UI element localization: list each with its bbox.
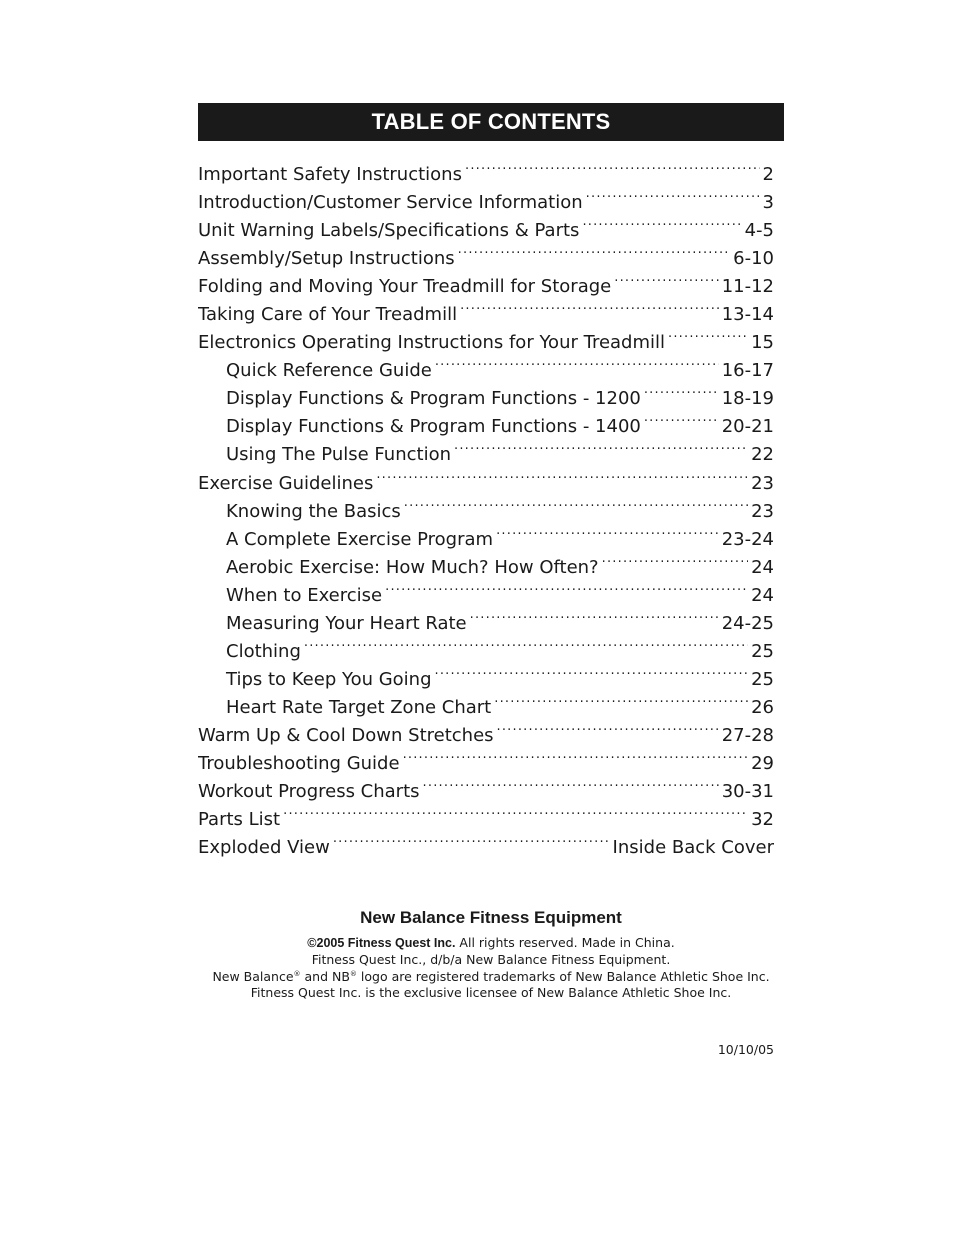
toc-entry-page: 2 xyxy=(762,164,774,185)
toc-entry xyxy=(198,805,774,833)
toc-entry xyxy=(198,216,774,244)
toc-entry-page: 23 xyxy=(751,500,774,522)
toc-leader-dots xyxy=(602,553,748,573)
toc-entry xyxy=(198,553,774,581)
toc-entry-page: 26 xyxy=(751,696,774,718)
toc-entry xyxy=(198,525,774,553)
toc-entry-page: 27-28 xyxy=(721,724,774,746)
toc-entry-title: Heart Rate Target Zone Chart xyxy=(226,696,492,718)
toc-entry-page: 15 xyxy=(751,332,774,354)
toc-entry-page: 13-14 xyxy=(721,304,774,326)
toc-entry-title: Clothing xyxy=(226,640,301,662)
toc-leader-dots xyxy=(470,609,719,629)
copyright-line xyxy=(198,935,784,952)
toc-entry xyxy=(198,469,774,497)
toc-leader-dots xyxy=(283,805,748,825)
toc-entry-page: 22 xyxy=(751,444,774,466)
toc-entry-page: 18-19 xyxy=(721,388,774,410)
toc-entry-page: 23 xyxy=(751,472,774,494)
toc-entry xyxy=(198,833,774,861)
toc-entry-title: Introduction/Customer Service Information xyxy=(198,192,583,214)
toc-entry-page: 24 xyxy=(751,556,774,578)
toc-leader-dots xyxy=(497,721,719,741)
toc-entry-page: 3 xyxy=(762,192,774,214)
trademark-nb: and NB xyxy=(300,969,350,985)
toc-entry xyxy=(198,300,774,328)
trademark-line xyxy=(198,967,784,985)
table-of-contents xyxy=(198,160,774,861)
toc-leader-dots xyxy=(403,749,749,769)
toc-leader-dots xyxy=(385,581,748,601)
toc-leader-dots xyxy=(458,244,730,264)
toc-entry-title: Exercise Guidelines xyxy=(198,472,374,494)
toc-leader-dots xyxy=(423,777,719,797)
toc-leader-dots xyxy=(644,412,719,432)
license-line: Fitness Quest Inc. is the exclusive licensee of New Balance Athletic Shoe Inc. xyxy=(250,984,732,1000)
toc-entry-title: Parts List xyxy=(198,809,281,831)
toc-entry-page: 30-31 xyxy=(721,781,774,803)
toc-entry xyxy=(198,665,774,693)
toc-leader-dots xyxy=(376,469,748,489)
document-date: 10/10/05 xyxy=(717,1042,774,1057)
toc-entry xyxy=(198,440,774,468)
toc-entry xyxy=(198,328,774,356)
toc-entry-title: Measuring Your Heart Rate xyxy=(226,612,467,634)
registered-mark-1: ® xyxy=(293,970,301,979)
page-title: TABLE OF CONTENTS xyxy=(371,109,611,134)
toc-entry xyxy=(198,693,774,721)
toc-entry-title: Assembly/Setup Instructions xyxy=(198,248,455,270)
toc-entry-page: 23-24 xyxy=(721,528,774,550)
toc-entry-page: 4-5 xyxy=(744,220,774,242)
toc-entry xyxy=(198,412,774,440)
toc-entry-page: 24-25 xyxy=(721,612,774,634)
toc-leader-dots xyxy=(333,833,610,853)
toc-entry-page: 24 xyxy=(751,584,774,606)
toc-entry-title: Troubleshooting Guide xyxy=(198,752,400,774)
toc-entry-title: Important Safety Instructions xyxy=(198,164,462,185)
toc-entry-title: Workout Progress Charts xyxy=(198,781,420,803)
toc-leader-dots xyxy=(460,300,719,320)
toc-leader-dots xyxy=(454,440,748,460)
toc-entry xyxy=(198,244,774,272)
toc-entry-title: Exploded View xyxy=(198,837,330,859)
toc-entry-page: 29 xyxy=(751,752,774,774)
toc-entry xyxy=(198,497,774,525)
toc-leader-dots xyxy=(404,497,748,517)
brand-name: New Balance Fitness Equipment xyxy=(360,908,622,927)
toc-leader-dots xyxy=(435,356,719,376)
toc-entry-title: When to Exercise xyxy=(226,584,383,606)
toc-leader-dots xyxy=(494,693,748,713)
registered-mark-2: ® xyxy=(349,970,357,979)
toc-entry-page: 16-17 xyxy=(721,360,774,382)
toc-entry xyxy=(198,609,774,637)
toc-entry xyxy=(198,637,774,665)
toc-leader-dots xyxy=(586,188,760,208)
toc-entry-page: 25 xyxy=(751,640,774,662)
toc-entry xyxy=(198,777,774,805)
toc-entry-title: A Complete Exercise Program xyxy=(226,528,494,550)
toc-entry-title: Quick Reference Guide xyxy=(226,360,432,382)
toc-entry-title: Knowing the Basics xyxy=(226,500,401,522)
toc-entry-title: Electronics Operating Instructions for Your Treadmill xyxy=(198,332,666,354)
toc-entry xyxy=(198,581,774,609)
toc-entry-page: 32 xyxy=(751,809,774,831)
toc-entry-page: 6-10 xyxy=(733,248,774,270)
trademark-rest: logo are registered trademarks of New Balance Athletic Shoe Inc. xyxy=(356,969,770,985)
toc-header-bar xyxy=(198,103,784,141)
toc-entry-title: Warm Up & Cool Down Stretches xyxy=(198,724,494,746)
toc-entry xyxy=(198,188,774,216)
toc-entry-title: Taking Care of Your Treadmill xyxy=(198,304,458,326)
toc-leader-dots xyxy=(582,216,741,236)
toc-entry-page: 25 xyxy=(751,668,774,690)
toc-entry-title: Folding and Moving Your Treadmill for Storage xyxy=(198,276,612,298)
copyright-rest: All rights reserved. Made in China. xyxy=(455,935,675,950)
toc-entry-title: Unit Warning Labels/Specifications & Parts xyxy=(198,220,580,242)
toc-entry-title: Aerobic Exercise: How Much? How Often? xyxy=(226,556,599,578)
toc-leader-dots xyxy=(496,525,719,545)
toc-entry xyxy=(198,384,774,412)
toc-leader-dots xyxy=(304,637,748,657)
toc-leader-dots xyxy=(465,160,760,180)
toc-entry-page: 11-12 xyxy=(721,276,774,298)
toc-entry xyxy=(198,160,774,188)
toc-leader-dots xyxy=(644,384,719,404)
dba-line: Fitness Quest Inc., d/b/a New Balance Fitness Equipment. xyxy=(311,951,671,967)
toc-leader-dots xyxy=(668,328,748,348)
toc-entry xyxy=(198,721,774,749)
toc-entry-title: Using The Pulse Function xyxy=(226,444,451,466)
toc-leader-dots xyxy=(614,272,718,292)
toc-entry-page: 20-21 xyxy=(721,416,774,438)
toc-entry-title: Tips to Keep You Going xyxy=(226,668,432,690)
toc-entry-title: Display Functions & Program Functions - 1400 xyxy=(226,416,641,438)
footer xyxy=(198,908,784,1000)
toc-entry xyxy=(198,749,774,777)
toc-entry-page: Inside Back Cover xyxy=(612,837,774,859)
toc-entry xyxy=(198,272,774,300)
toc-entry xyxy=(198,356,774,384)
copyright-bold: ©2005 Fitness Quest Inc. xyxy=(307,936,456,950)
toc-leader-dots xyxy=(435,665,749,685)
toc-entry-title: Display Functions & Program Functions - 1200 xyxy=(226,388,641,410)
trademark-new-balance: New Balance xyxy=(212,969,294,985)
